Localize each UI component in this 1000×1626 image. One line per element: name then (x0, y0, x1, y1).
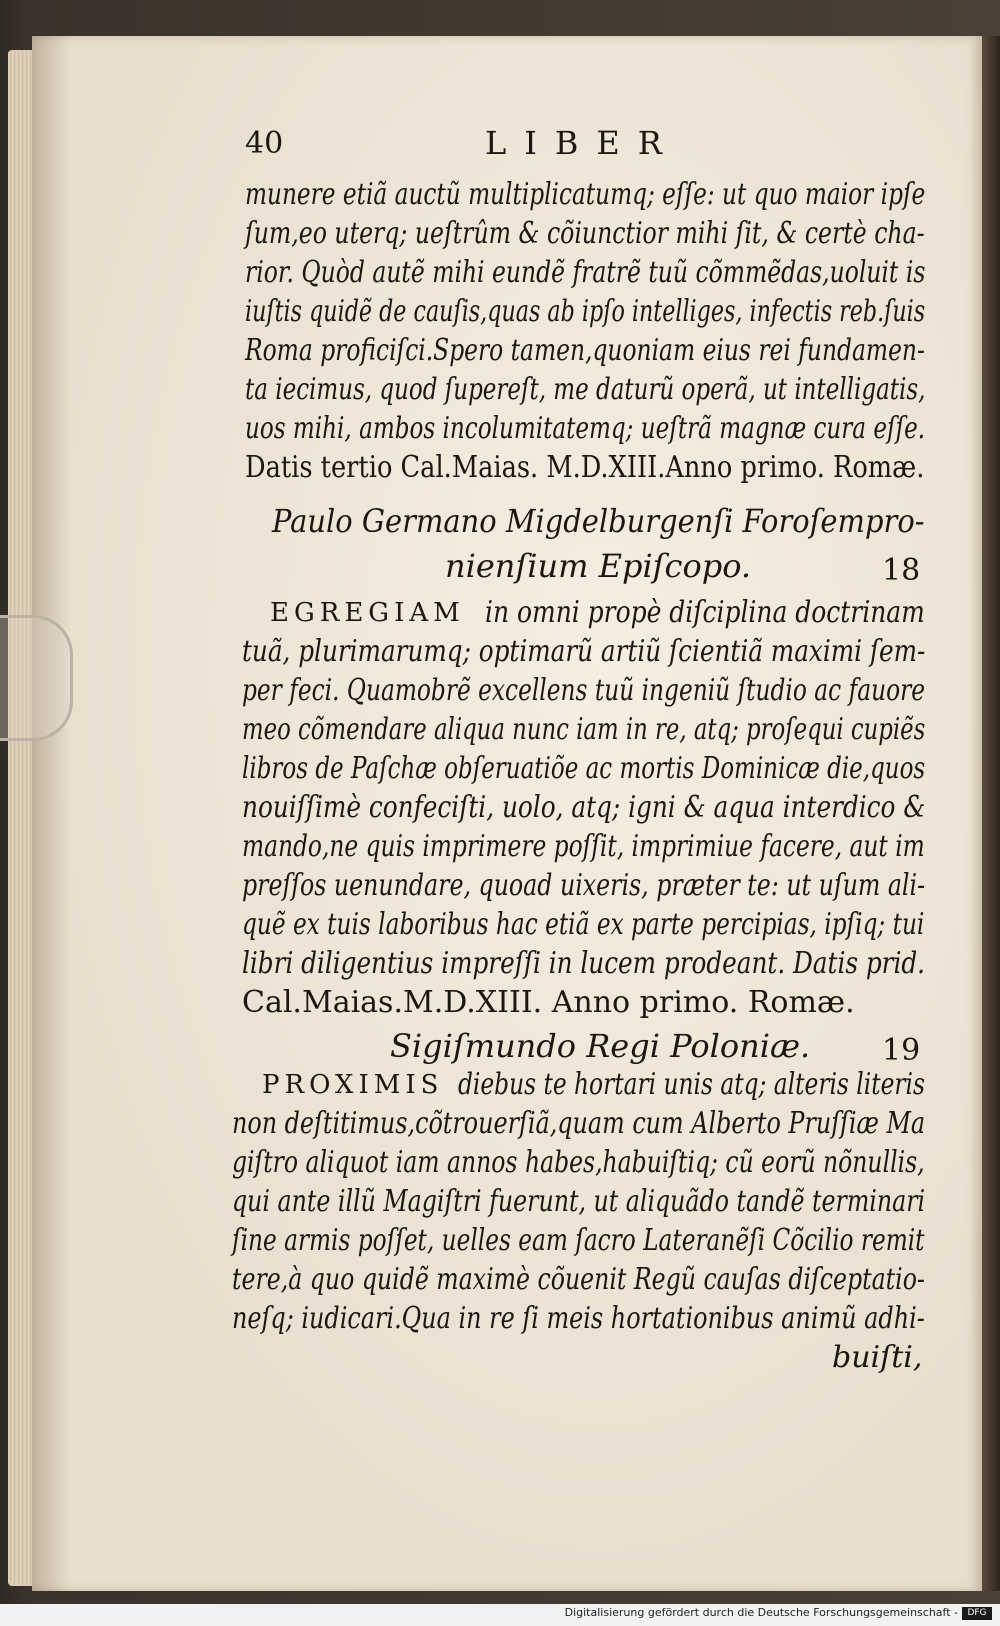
initial-word: PROXIMIS (262, 1070, 444, 1100)
text-line: diebus te hortari unis atq; alteris literis (458, 1067, 925, 1102)
text-line: giſtro aliquot iam annos habes,habuiſtiq; cũ eorũ nõnullis, (232, 1145, 925, 1180)
book-binding-edge (982, 36, 1000, 1591)
dfg-logo: DFG (962, 1607, 992, 1620)
text-line: ſine armis poſſet, uelles eam ſacro Lateranẽſi Cõcilio remit (232, 1223, 925, 1258)
letter-heading: Paulo Germano Migdelburgenſi Foroſempro- (272, 502, 925, 540)
text-line: non deſtitimus,cõtrouerſiã,quam cum Alberto Pruſſiæ Ma (232, 1106, 926, 1141)
letter-number: 18 (882, 553, 921, 588)
text-line: per feci. Quamobrẽ excellens tuũ ingeniũ ſtudio ac fauore (242, 673, 926, 708)
text-line: ſum,eo uterq; ueſtrûm & cõiunctior mihi ſit, & certè cha- (245, 216, 925, 251)
catchword: buiſti, (832, 1340, 923, 1375)
text-line: preſſos uenundare, quoad uixeris, præter te: ut uſum ali- (242, 868, 926, 903)
text-line: in omni propè diſciplina doctrinam (485, 595, 925, 630)
funding-credit: Digitalisierung gefördert durch die Deutsche Forschungsgemeinschaft - (564, 1606, 958, 1619)
text-line: uos mihi, ambos incolumitatemq; ueſtrã magnæ cura eſſe. (245, 411, 926, 446)
text-line: munere etiã auctũ multiplicatumq; eſſe: ut quo maior ipſe (245, 177, 926, 212)
letter-heading: Sigiſmundo Regi Poloniæ. (390, 1027, 811, 1065)
text-line: tuã, plurimarumq; optimarũ artiũ ſcientiã maximi ſem- (242, 634, 926, 669)
text-line: libri diligentius impreſſi in lucem prodeant. Datis prid. (242, 946, 926, 981)
date-line: Datis tertio Cal.Maias. M.D.XIII.Anno primo. Romæ. (245, 450, 925, 485)
text-line: ta iecimus, quod ſupereſt, me daturũ operã, ut intelligatis, (245, 372, 926, 407)
text-line: meo cõmendare aliqua nunc iam in re, atq; proſequi cupiẽs (242, 712, 926, 747)
letter-number: 19 (882, 1033, 921, 1068)
running-head: LIBER (485, 124, 680, 162)
text-line: tere,à quo quidẽ maximè cõuenit Regũ cauſas diſceptatio- (232, 1262, 925, 1297)
page-clip (0, 615, 73, 741)
text-line: libros de Paſchæ obſeruatiõe ac mortis Dominicæ die,quos (242, 751, 926, 786)
text-line: Roma proficiſci.Spero tamen,quoniam eius rei fundamen- (245, 333, 925, 368)
letter-heading: nienſium Epiſcopo. (445, 547, 752, 585)
initial-word: EGREGIAM (270, 598, 465, 628)
text-line: qui ante illũ Magiſtri fuerunt, ut aliquãdo tandẽ terminari (232, 1184, 926, 1219)
text-line: rior. Quòd autẽ mihi eundẽ fratrẽ tuũ cõmmẽdas,uoluit is (245, 255, 926, 290)
text-line: mando,ne quis imprimere poſſit, imprimiue facere, aut im (242, 829, 925, 864)
date-line: Cal.Maias.M.D.XIII. Anno primo. Romæ. (242, 985, 855, 1020)
text-line: quẽ ex tuis laboribus hac etiã ex parte percipias, ipſiq; tui (242, 907, 925, 942)
text-line: iuſtis quidẽ de cauſis,quas ab ipſo intelliges, infectis reb.ſuis (245, 294, 926, 329)
text-line: nouiſſimè confeciſti, uolo, atq; igni & aqua interdico & (242, 790, 926, 825)
text-line: neſq; iudicari.Qua in re ſi meis hortationibus animũ adhi- (232, 1301, 925, 1336)
page-number: 40 (245, 126, 284, 161)
